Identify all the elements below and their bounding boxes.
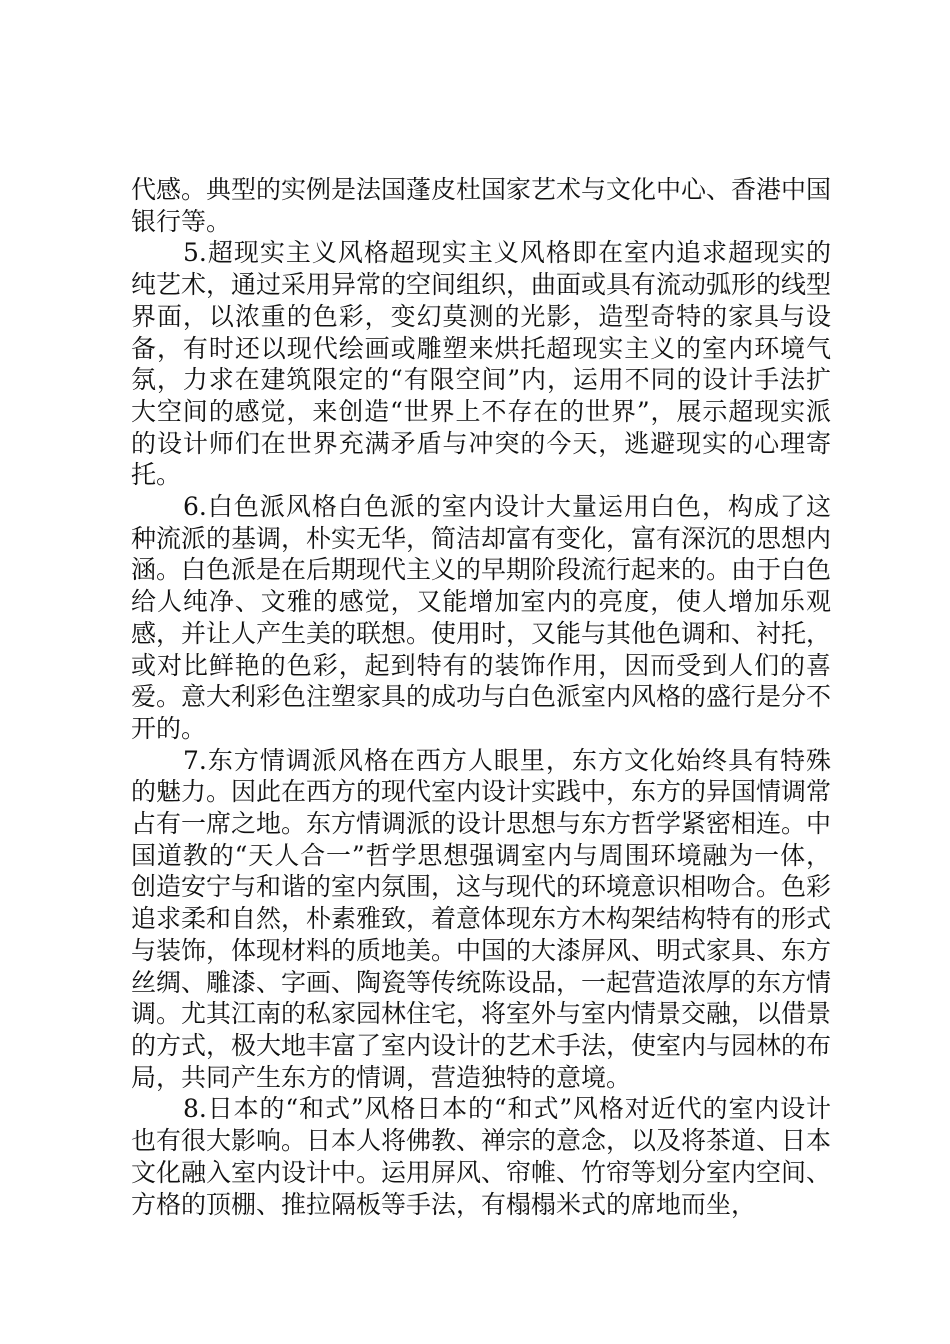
paragraph-oriental-style: 7.东方情调派风格在西方人眼里，东方文化始终具有特殊的魅力。因此在西方的现代室内设计实践中，东方的异国情调常占有一席之地。东方情调派的设计思想与东方哲学紧密相连。中国道教的“天人合一”哲学思想强调室内与周围环境融为一体，创造安宁与和谐的室内氛围，这与现代的环境意识相吻合。色彩追求柔和自然，朴素雅致，着意体现东方木构架结构特有的形式与装饰，体现材料的质地美。中国的大漆屏风、明式家具、东方丝绸、雕漆、字画、陶瓷等传统陈设品，一起营造浓厚的东方情调。尤其江南的私家园林住宅，将室外与室内情景交融，以借景的方式，极大地丰富了室内设计的艺术手法，使室内与园林的布局，共同产生东方的情调，营造独特的意境。 [131,745,832,1092]
paragraph-continuation: 代感。典型的实例是法国蓬皮杜国家艺术与文化中心、香港中国银行等。 [131,175,832,236]
paragraph-white-style: 6.白色派风格白色派的室内设计大量运用白色，构成了这种流派的基调，朴实无华，简洁却富有变化，富有深沉的思想内涵。白色派是在后期现代主义的早期阶段流行起来的。由于白色给人纯净、文雅的感觉，又能增加室内的亮度，使人增加乐观感，并让人产生美的联想。使用时，又能与其他色调和、衬托，或对比鲜艳的色彩，起到特有的装饰作用，因而受到人们的喜爱。意大利彩色注塑家具的成功与白色派室内风格的盛行是分不开的。 [131,492,832,743]
document-body [131,174,831,1220]
paragraph-surrealism-style: 5.超现实主义风格超现实主义风格即在室内追求超现实的纯艺术，通过采用异常的空间组织，曲面或具有流动弧形的线型界面，以浓重的色彩，变幻莫测的光影，造型奇特的家具与设备，有时还以现代绘画或雕塑来烘托超现实主义的室内环境气氛，力求在建筑限定的“有限空间”内，运用不同的设计手法扩大空间的感觉，来创造“世界上不存在的世界”，展示超现实派的设计师们在世界充满矛盾与冲突的今天，逃避现实的心理寄托。 [131,238,832,490]
paragraph-japanese-style: 8.日本的“和式”风格日本的“和式”风格对近代的室内设计也有很大影响。日本人将佛教、禅宗的意念，以及将茶道、日本文化融入室内设计中。运用屏风、帘帷、竹帘等划分室内空间、方格的顶棚、推拉隔板等手法，有榻榻米式的席地而坐， [131,1094,832,1219]
